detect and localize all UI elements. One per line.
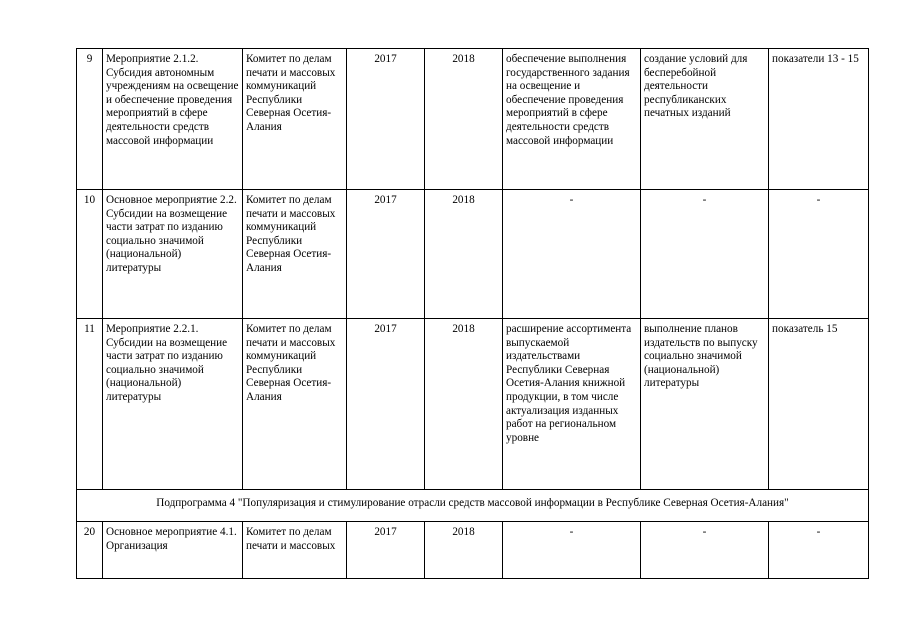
start-year: 2017 bbox=[347, 49, 425, 190]
row-number: 11 bbox=[77, 319, 103, 490]
end-year: 2018 bbox=[425, 49, 503, 190]
executor: Комитет по делам печати и массовых коммуникаций Республики Северная Осетия-Алания bbox=[243, 49, 347, 190]
end-year: 2018 bbox=[425, 522, 503, 579]
start-year: 2017 bbox=[347, 522, 425, 579]
consequence: - bbox=[641, 522, 769, 579]
start-year: 2017 bbox=[347, 319, 425, 490]
table-row bbox=[77, 522, 869, 579]
event-name: Мероприятие 2.1.2. Субсидия автономным учреждениям на освещение и обеспечение проведения мероприятий в сфере деятельности средств массовой информации bbox=[103, 49, 243, 190]
indicator-link: - bbox=[769, 190, 869, 319]
consequence: создание условий для бесперебойной деятельности республиканских печатных изданий bbox=[641, 49, 769, 190]
row-number: 10 bbox=[77, 190, 103, 319]
row-number: 20 bbox=[77, 522, 103, 579]
executor: Комитет по делам печати и массовых коммуникаций Республики Северная Осетия-Алания bbox=[243, 319, 347, 490]
event-name: Основное мероприятие 2.2. Субсидии на возмещение части затрат по изданию социально значимой (национальной) литературы bbox=[103, 190, 243, 319]
row-number: 9 bbox=[77, 49, 103, 190]
executor: Комитет по делам печати и массовых bbox=[243, 522, 347, 579]
expected-result: расширение ассортимента выпускаемой издательствами Республики Северная Осетия-Алания книжной продукции, в том числе актуализация изданных работ на региональном уровне bbox=[503, 319, 641, 490]
end-year: 2018 bbox=[425, 319, 503, 490]
consequence: - bbox=[641, 190, 769, 319]
program-events-table bbox=[76, 48, 869, 579]
subprogram-row bbox=[77, 490, 869, 522]
executor: Комитет по делам печати и массовых коммуникаций Республики Северная Осетия-Алания bbox=[243, 190, 347, 319]
table-row bbox=[77, 49, 869, 190]
indicator-link: показатель 15 bbox=[769, 319, 869, 490]
subprogram-title: Подпрограмма 4 "Популяризация и стимулирование отрасли средств массовой информации в Республике Северная Осетия-Алания" bbox=[77, 490, 869, 522]
table-row bbox=[77, 319, 869, 490]
event-name: Мероприятие 2.2.1. Субсидии на возмещение части затрат по изданию социально значимой (национальной) литературы bbox=[103, 319, 243, 490]
start-year: 2017 bbox=[347, 190, 425, 319]
expected-result: - bbox=[503, 522, 641, 579]
expected-result: обеспечение выполнения государственного задания на освещение и обеспечение проведения мероприятий в сфере деятельности средств массовой информации bbox=[503, 49, 641, 190]
indicator-link: - bbox=[769, 522, 869, 579]
event-name: Основное мероприятие 4.1. Организация bbox=[103, 522, 243, 579]
consequence: выполнение планов издательств по выпуску социально значимой (национальной) литературы bbox=[641, 319, 769, 490]
end-year: 2018 bbox=[425, 190, 503, 319]
table-row bbox=[77, 190, 869, 319]
expected-result: - bbox=[503, 190, 641, 319]
indicator-link: показатели 13 - 15 bbox=[769, 49, 869, 190]
